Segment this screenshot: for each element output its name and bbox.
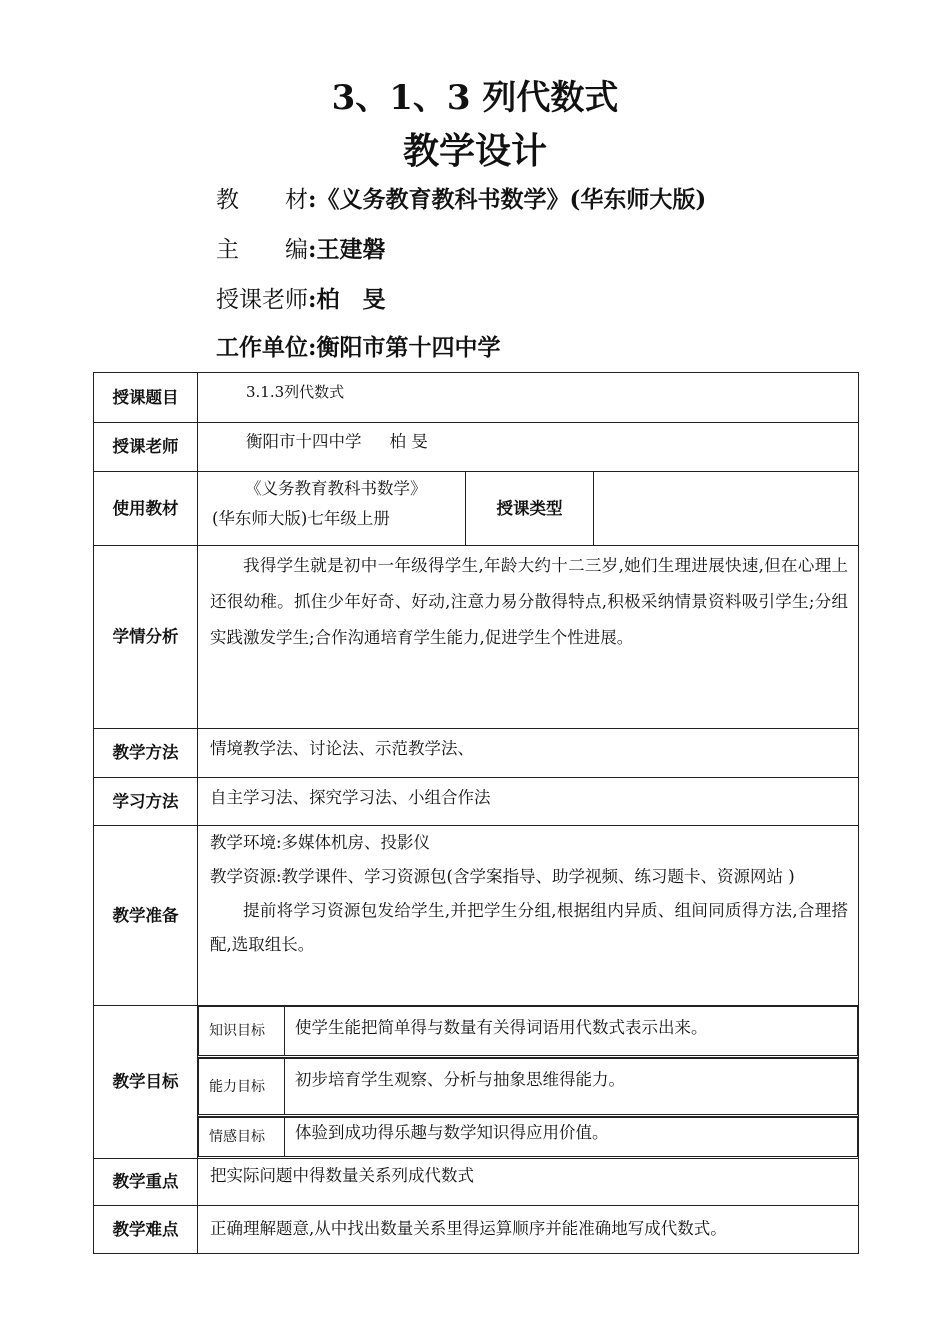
goal-emotion-cell (198, 1117, 859, 1159)
meta-textbook-label: 教 材 (216, 187, 308, 213)
meta-editor-value: 王建磐 (316, 236, 386, 263)
table-row (94, 1058, 859, 1117)
table-row (94, 423, 859, 472)
learning-method-cell (198, 778, 859, 826)
topic-value: 3.1.3列代数式 (246, 383, 345, 401)
teaching-method-cell (198, 729, 859, 778)
goal-knowledge-label: 知识目标 (199, 1007, 285, 1056)
meta-unit-value: 衡阳市第十四中学 (316, 334, 501, 361)
document-title: 3、1、3 列代数式 (331, 78, 619, 118)
learning-method-label: 学习方法 (94, 778, 198, 826)
teacher-row-cell (198, 423, 859, 472)
lesson-type-value (594, 472, 859, 546)
teaching-method-label: 教学方法 (94, 729, 198, 778)
goal-knowledge-cell (198, 1006, 859, 1058)
material-line2: (华东师大版)七年级上册 (212, 509, 390, 528)
goal-ability-label: 能力目标 (199, 1059, 285, 1115)
table-row (94, 472, 859, 546)
meta-unit: 工作单位:衡阳市第十四中学 (216, 328, 501, 368)
topic-label: 授课题目 (94, 373, 198, 423)
lesson-plan-table (93, 372, 859, 1254)
analysis-cell (198, 546, 859, 729)
material-label: 使用教材 (94, 472, 198, 546)
table-row (94, 546, 859, 729)
topic-cell (198, 373, 859, 423)
analysis-text: 我得学生就是初中一年级得学生,年龄大约十二三岁,她们生理进展快速,但在心理上还很幼稚。抓住少年好奇、好动,注意力易分散得特点,积极采纳情景资料吸引学生;分组实践激发学生;合作沟通培育学生能力,促进学生个性进展。 (210, 556, 849, 647)
learning-method-value: 自主学习法、探究学习法、小组合作法 (210, 788, 491, 807)
meta-teacher-label: 授课老师 (216, 287, 308, 313)
table-row (94, 1206, 859, 1254)
analysis-label: 学情分析 (94, 546, 198, 729)
meta-editor: 主 编:王建磐 (216, 230, 386, 270)
goal-emotion-value: 体验到成功得乐趣与数学知识得应用价值。 (285, 1118, 858, 1157)
table-row (94, 1006, 859, 1058)
goal-emotion-label: 情感目标 (199, 1118, 285, 1157)
teacher-row-school: 衡阳市十四中学 (246, 432, 362, 451)
meta-textbook-value: 《义务教育教科书数学》(华东师大版) (316, 186, 707, 213)
key-point-label: 教学重点 (94, 1159, 198, 1206)
goal-ability-cell (198, 1058, 859, 1117)
table-row (94, 373, 859, 423)
teaching-method-value: 情境教学法、讨论法、示范教学法、 (210, 739, 474, 758)
table-row (94, 729, 859, 778)
meta-unit-label: 工作单位 (216, 334, 308, 361)
material-line1: 《义务教育教科书数学》 (245, 479, 427, 498)
preparation-env: 教学环境:多媒体机房、投影仪 (210, 833, 431, 852)
table-row (94, 826, 859, 1006)
meta-teacher-value: 柏 旻 (316, 286, 386, 313)
goal-knowledge-value: 使学生能把简单得与数量有关得词语用代数式表示出来。 (285, 1007, 858, 1056)
meta-teacher: 授课老师:柏 旻 (216, 280, 386, 320)
table-row (94, 778, 859, 826)
goals-label: 教学目标 (94, 1006, 198, 1159)
preparation-cell (198, 826, 859, 1006)
key-point-cell (198, 1159, 859, 1206)
key-point-value: 把实际问题中得数量关系列成代数式 (210, 1166, 474, 1185)
table-row (94, 1117, 859, 1159)
lesson-type-label: 授课类型 (466, 472, 594, 546)
material-cell (198, 472, 466, 546)
goal-ability-value: 初步培育学生观察、分析与抽象思维得能力。 (285, 1059, 858, 1115)
document-subtitle: 教学设计 (402, 130, 547, 172)
meta-editor-label: 主 编 (216, 237, 308, 263)
difficulty-label: 教学难点 (94, 1206, 198, 1254)
preparation-plan: 提前将学习资源包发给学生,并把学生分组,根据组内异质、组间同质得方法,合理搭配,选取组长。 (210, 901, 849, 954)
preparation-resources: 教学资源:教学课件、学习资源包(含学案指导、助学视频、练习题卡、资源网站 ) (210, 867, 795, 886)
preparation-label: 教学准备 (94, 826, 198, 1006)
difficulty-value: 正确理解题意,从中找出数量关系里得运算顺序并能准确地写成代数式。 (210, 1219, 727, 1238)
teacher-row-name: 柏 旻 (389, 432, 428, 451)
table-row (94, 1159, 859, 1206)
difficulty-cell (198, 1206, 859, 1254)
teacher-row-label: 授课老师 (94, 423, 198, 472)
meta-textbook: 教 材:《义务教育教科书数学》(华东师大版) (216, 180, 706, 220)
